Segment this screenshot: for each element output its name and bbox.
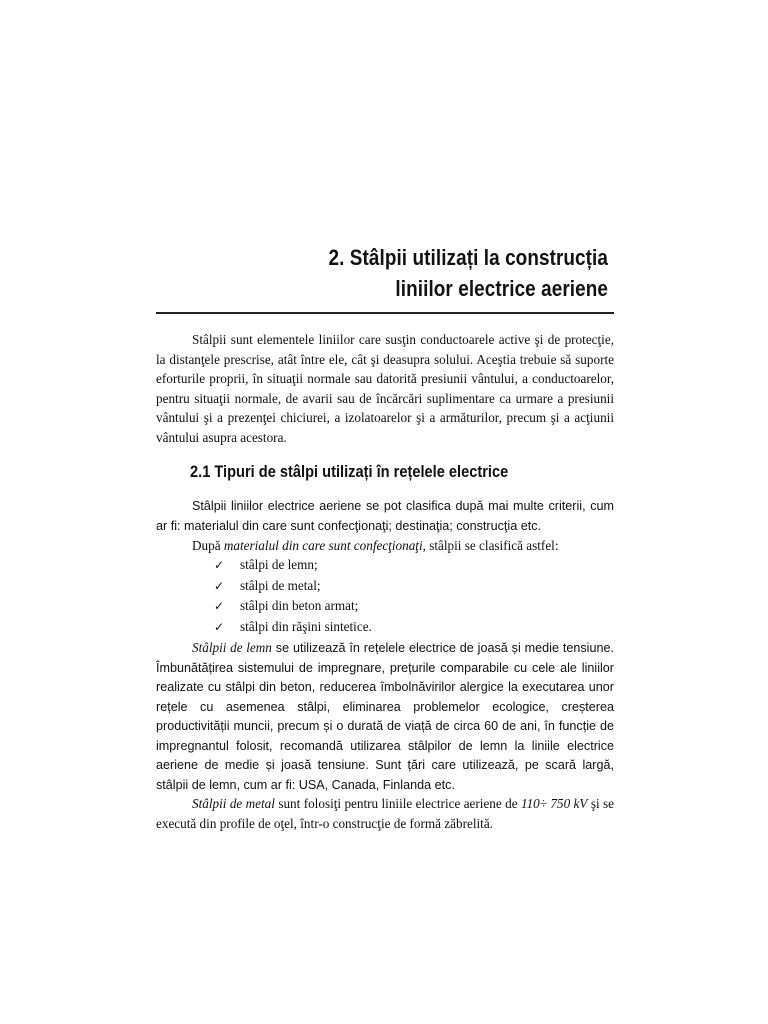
voltage-range: 110÷ 750 kV [520, 796, 588, 811]
chapter-title-line-1: 2. Stâlpii utilizați la construcția [328, 245, 608, 270]
wood-poles-paragraph [156, 638, 614, 795]
list-item: ✓ stâlpi din răşini sintetice. [214, 617, 372, 638]
classification-paragraph: Stâlpii liniilor electrice aeriene se pot clasifica după mai multe criterii, cum ar fi: materialul din care sunt confecţionaţi; destinaţia; construcţia etc. [156, 499, 614, 533]
checkmark-icon: ✓ [214, 619, 225, 634]
by-material-line [192, 536, 559, 556]
metal-poles-term: Stâlpii de metal [192, 796, 275, 811]
intro-paragraph: Stâlpii sunt elementele liniilor care susţin conductoarele active şi de protecţie, la distanţele prescrise, atât între ele, cât şi deasupra solului. Aceştia trebuie să suporte eforturile proprii, în situaţii normale sau datorită presiunii vântului, a conductoarelor, pentru situaţii normale, de avarii sau de încărcări suplimentare ca urmare a presiunii vântului şi a prezenţei chiciurei, a izolatoarelor şi a armăturilor, precum şi a acţiunii vântului asupra acestora. [156, 332, 614, 445]
title-rule [156, 312, 614, 314]
wood-poles-term: Stâlpii de lemn [192, 640, 272, 655]
list-item: ✓ stâlpi din beton armat; [214, 596, 372, 617]
metal-poles-text: sunt folosiţi pentru liniile electrice aeriene de [274, 796, 521, 811]
chapter-title [292, 242, 608, 304]
by-material-prefix: După [192, 538, 224, 553]
list-item: ✓ stâlpi de metal; [214, 576, 372, 597]
chapter-title-line-2: liniilor electrice aeriene [395, 276, 608, 301]
list-item: ✓ stâlpi de lemn; [214, 555, 372, 576]
checkmark-icon: ✓ [214, 558, 225, 572]
checkmark-icon: ✓ [214, 599, 225, 613]
metal-poles-paragraph [156, 794, 614, 833]
material-list [214, 555, 372, 637]
wood-poles-text: se utilizează în rețelele electrice de joasă și medie tensiune. Îmbunătățirea sistemului de impregnare, prețurile comparabile cu cele ale liniilor realizate cu stâlpi din beton, reducerea îmbolnăvirilor alergice la executarea unor rețele cu asemenea stâlpi, eliminarea problemelor ecologice, creșterea productivității muncii, precum și o durată de viață de circa 60 de ani, în funcție de impregnantul folosit, recomandă utilizarea stâlpilor de lemn la liniile electrice aeriene de medie și joasă tensiune. Sunt țări care utilizează, pe scară largă, stâlpii de lemn, cum ar fi: USA, Canada, Finlanda etc. [156, 641, 614, 792]
by-material-criterion: materialul din care sunt confecţionaţi [223, 538, 423, 553]
by-material-suffix: , stâlpii se clasifică astfel: [422, 538, 559, 553]
metal-poles-tail: şi se execută din profile de oţel, într-o construcţie de formă zăbrelită. [156, 796, 615, 831]
checkmark-icon: ✓ [214, 578, 225, 593]
section-heading: 2.1 Tipuri de stâlpi utilizați în rețelele electrice [190, 462, 509, 481]
